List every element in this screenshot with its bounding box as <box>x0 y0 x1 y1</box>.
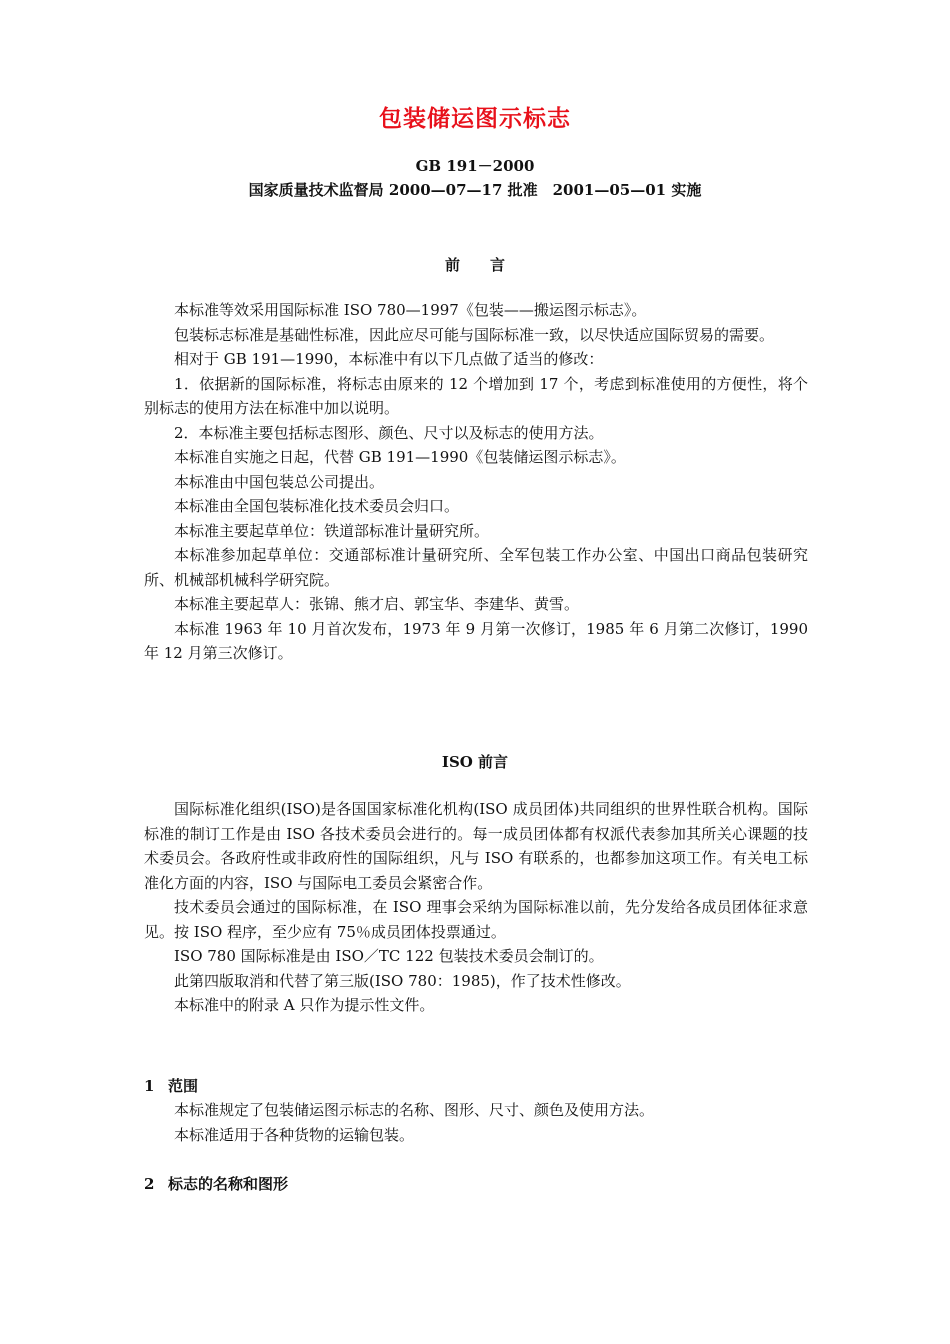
foreword-paragraph: 本标准自实施之日起，代替 GB 191—1990《包装储运图示标志》。 <box>174 448 626 466</box>
foreword-paragraph: 本标准主要起草单位：铁道部标准计量研究所。 <box>174 521 490 540</box>
section-title: 标志的名称和图形 <box>168 1175 289 1193</box>
foreword-paragraph: 1．依据新的国际标准，将标志由原来的 12 个增加到 17 个，考虑到标准使用的方便性，将个别标志的使用方法在标准中加以说明。 <box>144 374 808 417</box>
iso-foreword-heading: ISO 前言 <box>441 753 509 771</box>
foreword-heading: 前 言 <box>444 256 505 274</box>
iso-foreword-body <box>144 797 808 1018</box>
approval-line: 国家质量技术监督局 2000—07—17 批准 2001—05—01 实施 <box>248 181 702 199</box>
foreword-paragraph: 2．本标准主要包括标志图形、颜色、尺寸以及标志的使用方法。 <box>174 423 604 442</box>
foreword-paragraph: 本标准由全国包装标准化技术委员会归口。 <box>174 497 460 515</box>
section-paragraph: 本标准规定了包装储运图示标志的名称、图形、尺寸、颜色及使用方法。 <box>174 1101 655 1119</box>
iso-foreword-paragraph: 此第四版取消和代替了第三版(ISO 780：1985)，作了技术性修改。 <box>174 971 631 990</box>
foreword-paragraph: 本标准主要起草人：张锦、熊才启、郭宝华、李建华、黄雪。 <box>174 595 580 613</box>
section-title: 范围 <box>168 1077 199 1095</box>
foreword-paragraph: 本标准等效采用国际标准 ISO 780—1997《包装——搬运图示标志》。 <box>174 301 647 319</box>
foreword-paragraph: 本标准参加起草单位：交通部标准计量研究所、全军包装工作办公室、中国出口商品包装研究所、机械部机械科学研究院。 <box>144 546 808 589</box>
section-1-heading <box>144 1075 198 1096</box>
standard-code: GB 191－2000 <box>415 157 535 175</box>
document-title: 包装储运图示标志 <box>379 106 571 132</box>
section-paragraph: 本标准适用于各种货物的运输包装。 <box>174 1125 415 1144</box>
foreword-paragraph: 包装标志标准是基础性标准，因此应尽可能与国际标准一致，以尽快适应国际贸易的需要。 <box>174 325 775 344</box>
section-1-body <box>144 1098 808 1147</box>
section-number: 1 <box>144 1077 155 1095</box>
foreword-paragraph: 相对于 GB 191—1990，本标准中有以下几点做了适当的修改： <box>174 350 604 368</box>
iso-foreword-paragraph: 国际标准化组织(ISO)是各国国家标准化机构(ISO 成员团体)共同组织的世界性联合机构。国际标准的制订工作是由 ISO 各技术委员会进行的。每一成员团体都有权派代表参加其所关心课题的技术委员会。各政府性或非政府性的国际组织，凡与 ISO 有联系的，也都参加这项工作。有关电工标准化方面的内容，ISO 与国际电工委员会紧密合作。 <box>144 800 808 892</box>
iso-foreword-paragraph: 技术委员会通过的国际标准，在 ISO 理事会采纳为国际标准以前，先分发给各成员团体征求意见。按 ISO 程序，至少应有 75％成员团体投票通过。 <box>144 898 808 941</box>
iso-foreword-paragraph: 本标准中的附录 A 只作为提示性文件。 <box>174 996 435 1014</box>
section-number: 2 <box>144 1175 155 1193</box>
section-2-heading <box>144 1173 288 1194</box>
foreword-body <box>144 298 808 666</box>
foreword-paragraph: 本标准由中国包装总公司提出。 <box>174 472 385 491</box>
foreword-paragraph: 本标准 1963 年 10 月首次发布，1973 年 9 月第一次修订，1985 年 6 月第二次修订，1990 年 12 月第三次修订。 <box>144 619 808 662</box>
iso-foreword-paragraph: ISO 780 国际标准是由 ISO／TC 122 包装技术委员会制订的。 <box>174 947 604 965</box>
